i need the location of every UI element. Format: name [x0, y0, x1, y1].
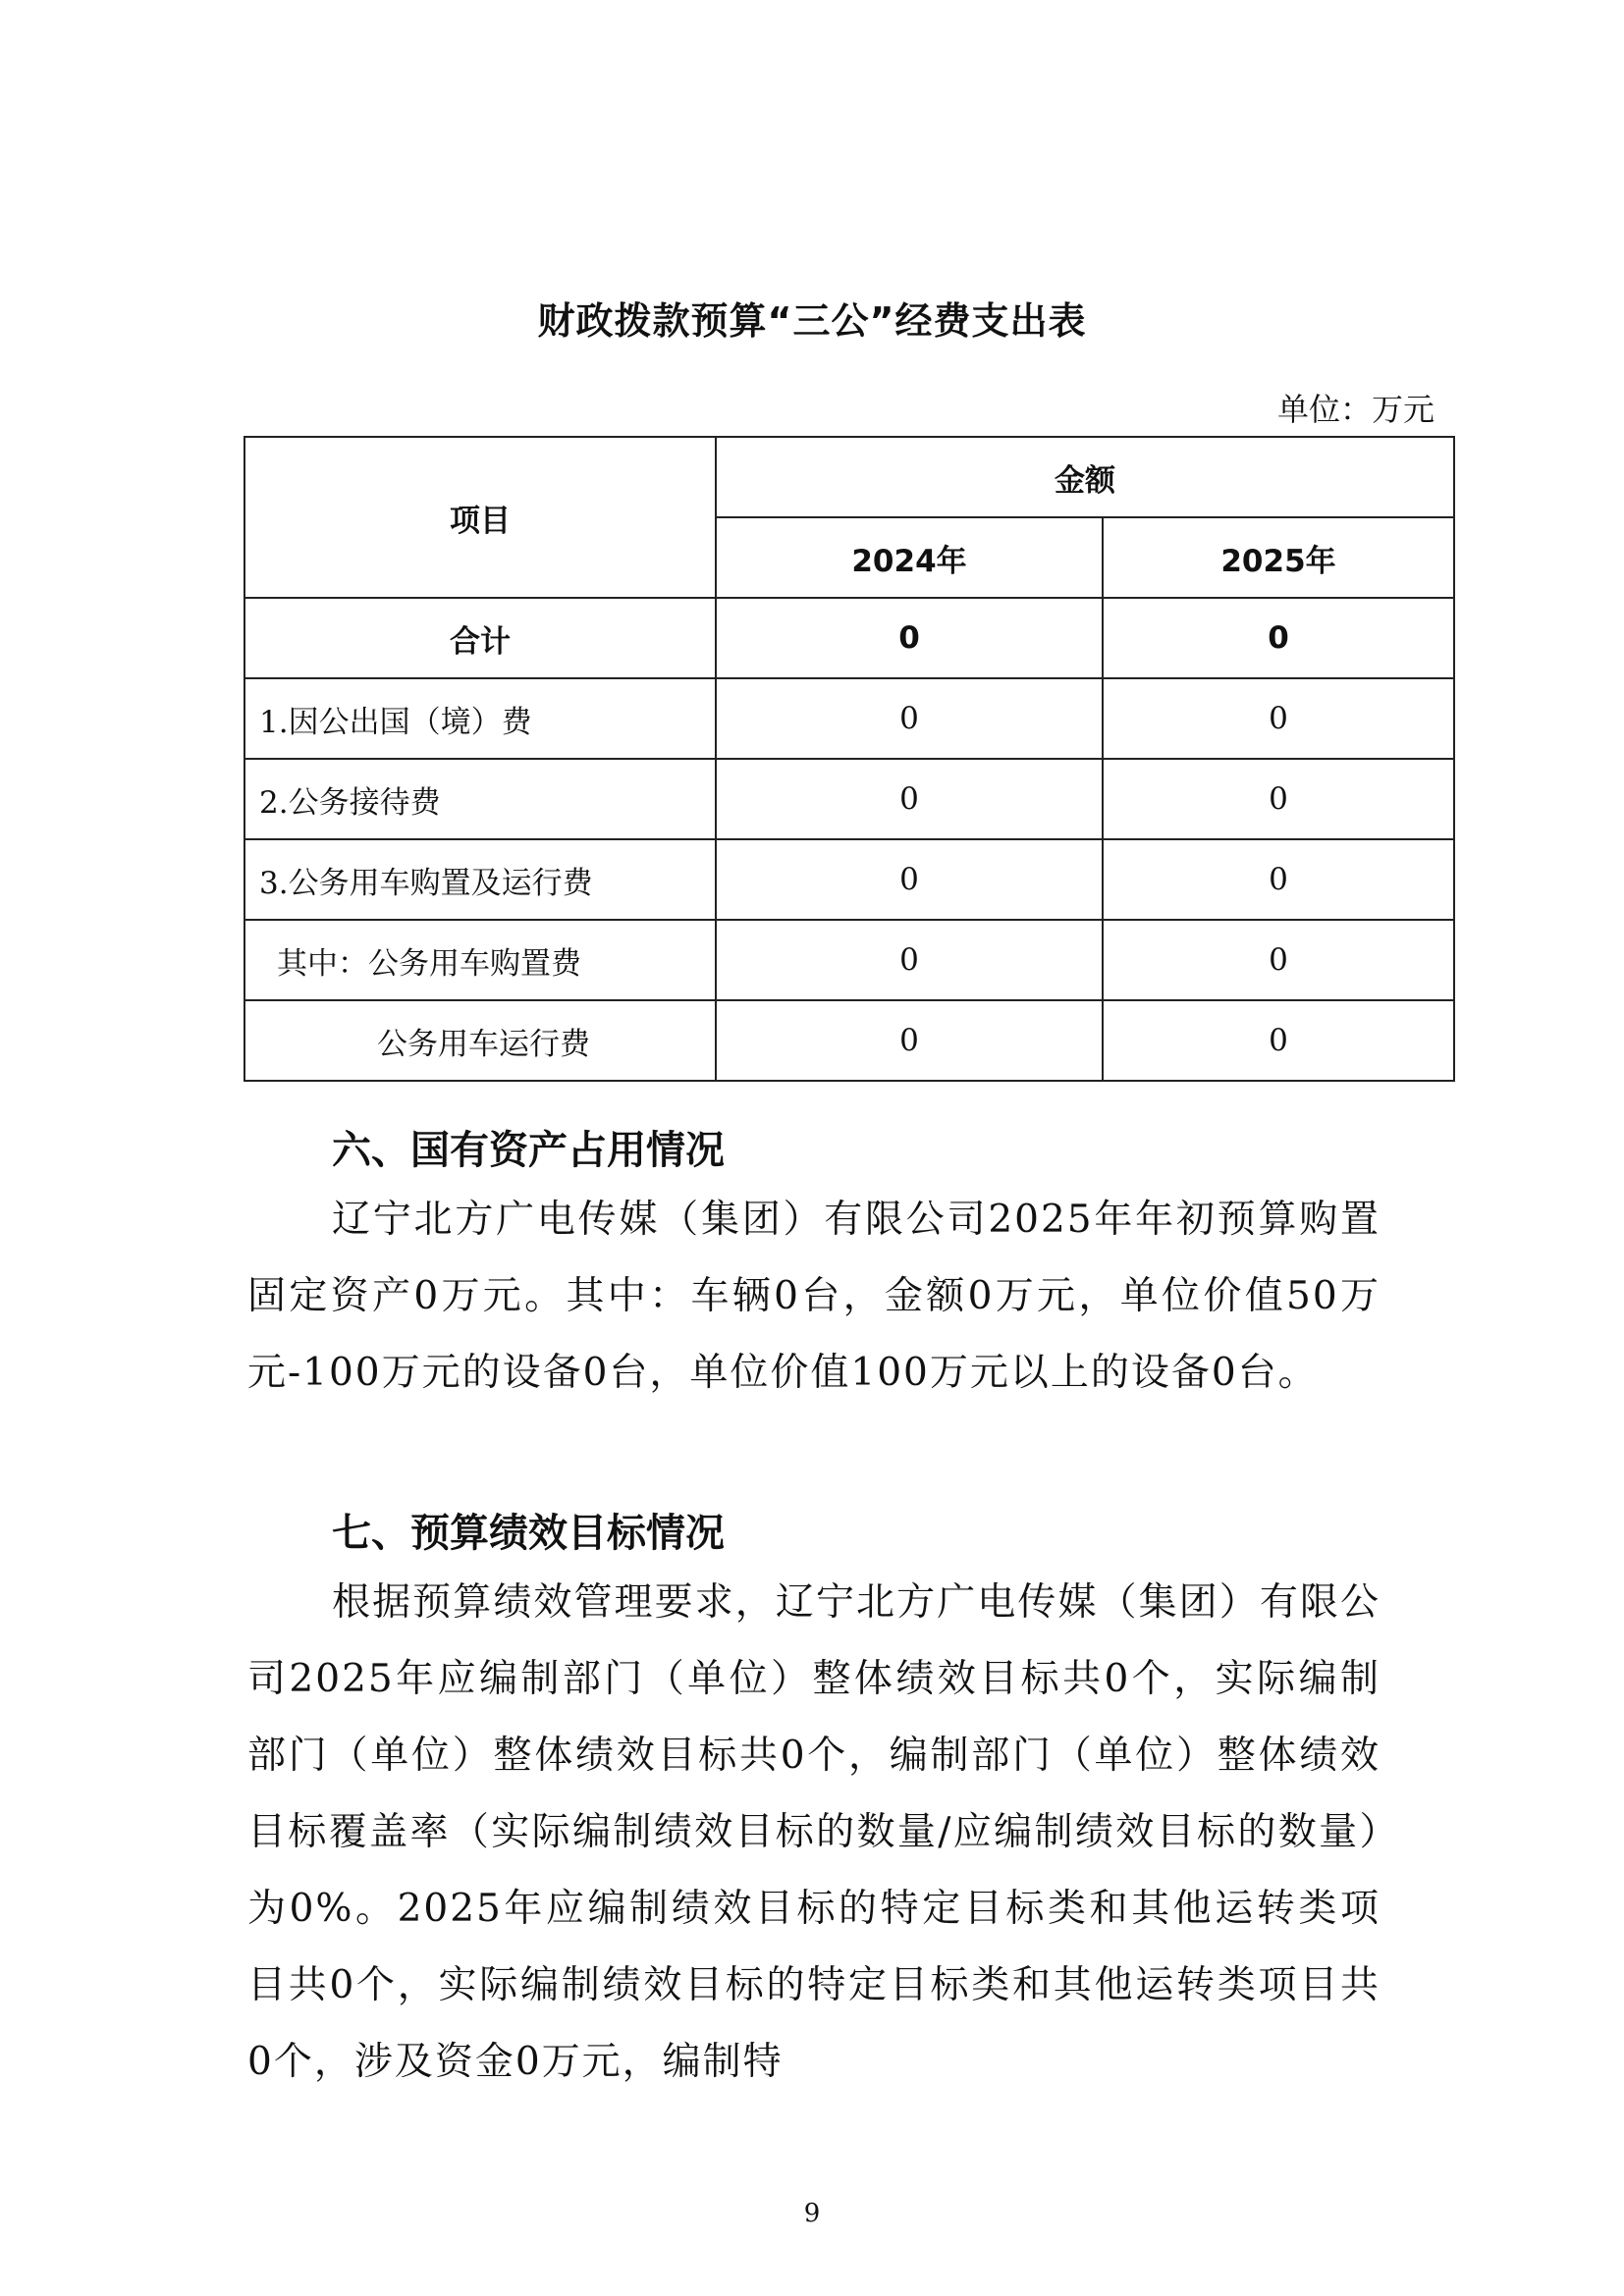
- row-label: 公务用车运行费: [244, 1000, 716, 1081]
- row-value-2025: 0: [1103, 920, 1454, 1000]
- row-label: 2.公务接待费: [244, 759, 716, 839]
- row-value-2025: 0: [1103, 759, 1454, 839]
- row-value-2024: 0: [716, 920, 1103, 1000]
- row-value-2025: 0: [1103, 839, 1454, 920]
- row-value-2025: 0: [1103, 1000, 1454, 1081]
- row-label: 其中：公务用车购置费: [244, 920, 716, 1000]
- section6-paragraph: 辽宁北方广电传媒（集团）有限公司2025年年初预算购置固定资产0万元。其中：车辆0台，金额0万元，单位价值50万元-100万元的设备0台，单位价值100万元以上的设备0台。: [247, 1198, 1380, 1395]
- row-value-2025: 0: [1103, 678, 1454, 759]
- section6-heading: 六、国有资产占用情况: [332, 1128, 725, 1173]
- header-amount: 金额: [716, 437, 1454, 517]
- row-label: 1.因公出国（境）费: [244, 678, 716, 759]
- row-value-2024: 0: [716, 678, 1103, 759]
- header-2025: 2025年: [1103, 517, 1454, 598]
- row-value-2024: 0: [716, 1000, 1103, 1081]
- row-value-2024: 0: [716, 759, 1103, 839]
- row-value-2024: 0: [716, 839, 1103, 920]
- section7-heading: 七、预算绩效目标情况: [332, 1511, 725, 1556]
- table-row: [244, 920, 1454, 1000]
- table-row: [244, 1000, 1454, 1081]
- table-row: [244, 759, 1454, 839]
- header-2024: 2024年: [716, 517, 1103, 598]
- three-public-expenses-table: [244, 436, 1455, 1082]
- row-label: 合计: [244, 598, 716, 678]
- table-row-total: [244, 598, 1454, 678]
- header-item: 项目: [244, 437, 716, 598]
- unit-label: 单位：万元: [1276, 391, 1435, 428]
- table-row: [244, 678, 1454, 759]
- page-number: 9: [803, 2199, 821, 2228]
- table-title: 财政拨款预算“三公”经费支出表: [537, 299, 1087, 343]
- table-header-row: [244, 437, 1454, 517]
- table-row: [244, 839, 1454, 920]
- row-value-2024: 0: [716, 598, 1103, 678]
- section7-paragraph: 根据预算绩效管理要求，辽宁北方广电传媒（集团）有限公司2025年应编制部门（单位）整体绩效目标共0个，实际编制部门（单位）整体绩效目标共0个，编制部门（单位）整体绩效目标覆盖率（实际编制绩效目标的数量/应编制绩效目标的数量）为0%。2025年应编制绩效目标的特定目标类和其他运转类项目共0个，实际编制绩效目标的特定目标类和其他运转类项目共0个，涉及资金0万元，编制特: [247, 1580, 1380, 2084]
- row-label: 3.公务用车购置及运行费: [244, 839, 716, 920]
- row-value-2025: 0: [1103, 598, 1454, 678]
